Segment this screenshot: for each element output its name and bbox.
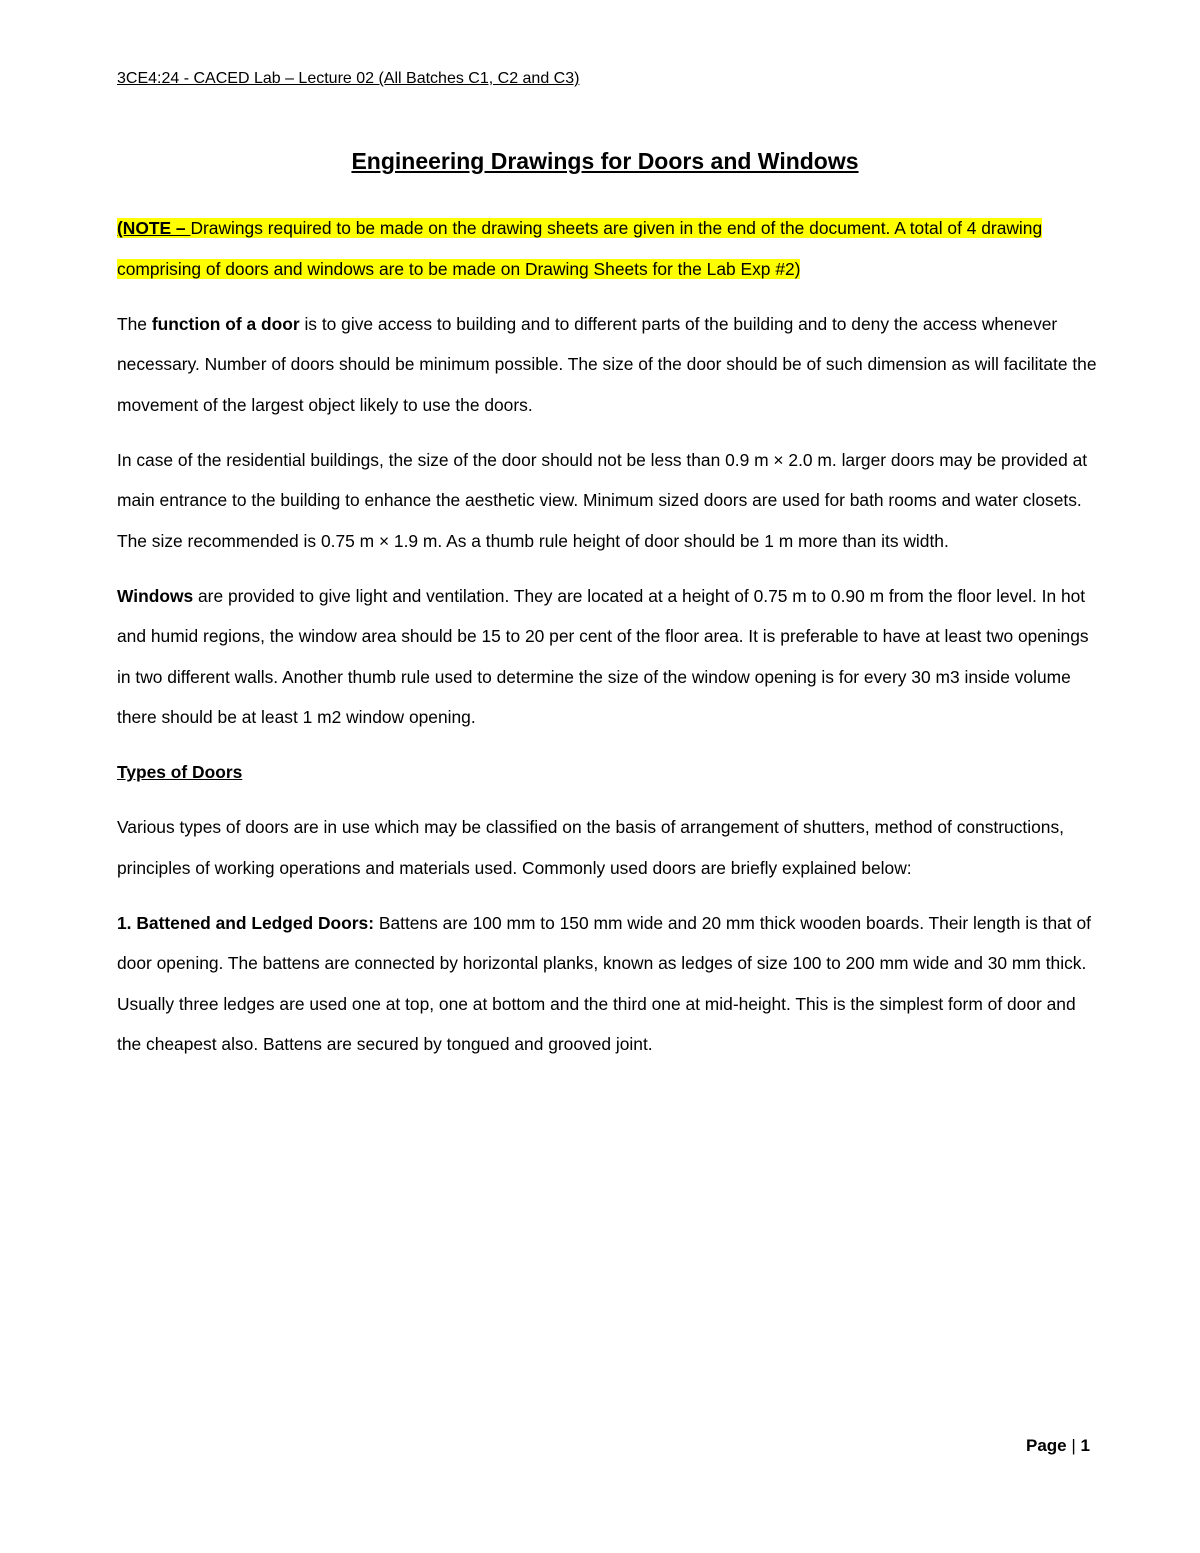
note-highlight [117,218,1042,279]
windows-bold-term: Windows [117,585,194,606]
battened-bold-term: 1. Battened and Ledged Doors: [117,912,375,933]
page-header: 3CE4:24 - CACED Lab – Lecture 02 (All Batches C1, C2 and C3) [117,70,580,87]
windows-paragraph [117,576,1102,738]
types-heading-text: Types of Doors [117,762,243,782]
document-body [117,208,1102,1079]
battened-doors-paragraph [117,903,1102,1065]
doors-text: is to give access to building and to different parts of the building and to deny the access whenever necessary. Number of doors should be minimum possible. The size of the door should be of such dimension as will facilitate the movement of the largest object likely to use the doors. [117,313,1097,415]
types-paragraph: Various types of doors are in use which may be classified on the basis of arrangement of shutters, method of constructions, principles of working operations and materials used. Commonly used doors are briefly explained below: [117,817,1064,878]
note-text: Drawings required to be made on the drawing sheets are given in the end of the document. A total of 4 drawing comprising of doors and windows are to be made on Drawing Sheets for the Lab Exp #2) [117,218,1043,279]
page-footer [1026,1436,1090,1456]
page-number: 1 [1080,1436,1090,1455]
page-separator: | [1066,1436,1081,1455]
doors-bold-term: function of a door [151,313,300,334]
document-title: Engineering Drawings for Doors and Windows [351,148,859,174]
residential-paragraph: In case of the residential buildings, the size of the door should not be less than 0.9 m × 2.0 m. larger doors may be provided at main entrance to the building to enhance the aesthetic view. Minimum sized doors are used for bath rooms and water closets. The size recommended is 0.75 m × 1.9 m. As a thumb rule height of door should be 1 m more than its width. [117,449,1088,551]
note-paragraph [117,208,1102,289]
doors-function-paragraph [117,304,1102,426]
page-label: Page [1026,1436,1067,1455]
types-of-doors-heading [117,752,1102,793]
note-label: (NOTE – [117,218,191,238]
windows-text: are provided to give light and ventilation. They are located at a height of 0.75 m to 0.90 m from the floor level. In hot and humid regions, the window area should be 15 to 20 per cent of the floor area. It is preferable to have at least two openings in two different walls. Another thumb rule used to determine the size of the window opening is for every 30 m3 inside volume there should be at least 1 m2 window opening. [117,585,1089,727]
battened-text: Battens are 100 mm to 150 mm wide and 20 mm thick wooden boards. Their length is that of door opening. The battens are connected by horizontal planks, known as ledges of size 100 to 200 mm wide and 30 mm thick. Usually three ledges are used one at top, one at bottom and the third one at mid-height. This is the simplest form of door and the cheapest also. Battens are secured by tongued and grooved joint. [117,912,1091,1054]
doors-lead: The [117,313,152,334]
